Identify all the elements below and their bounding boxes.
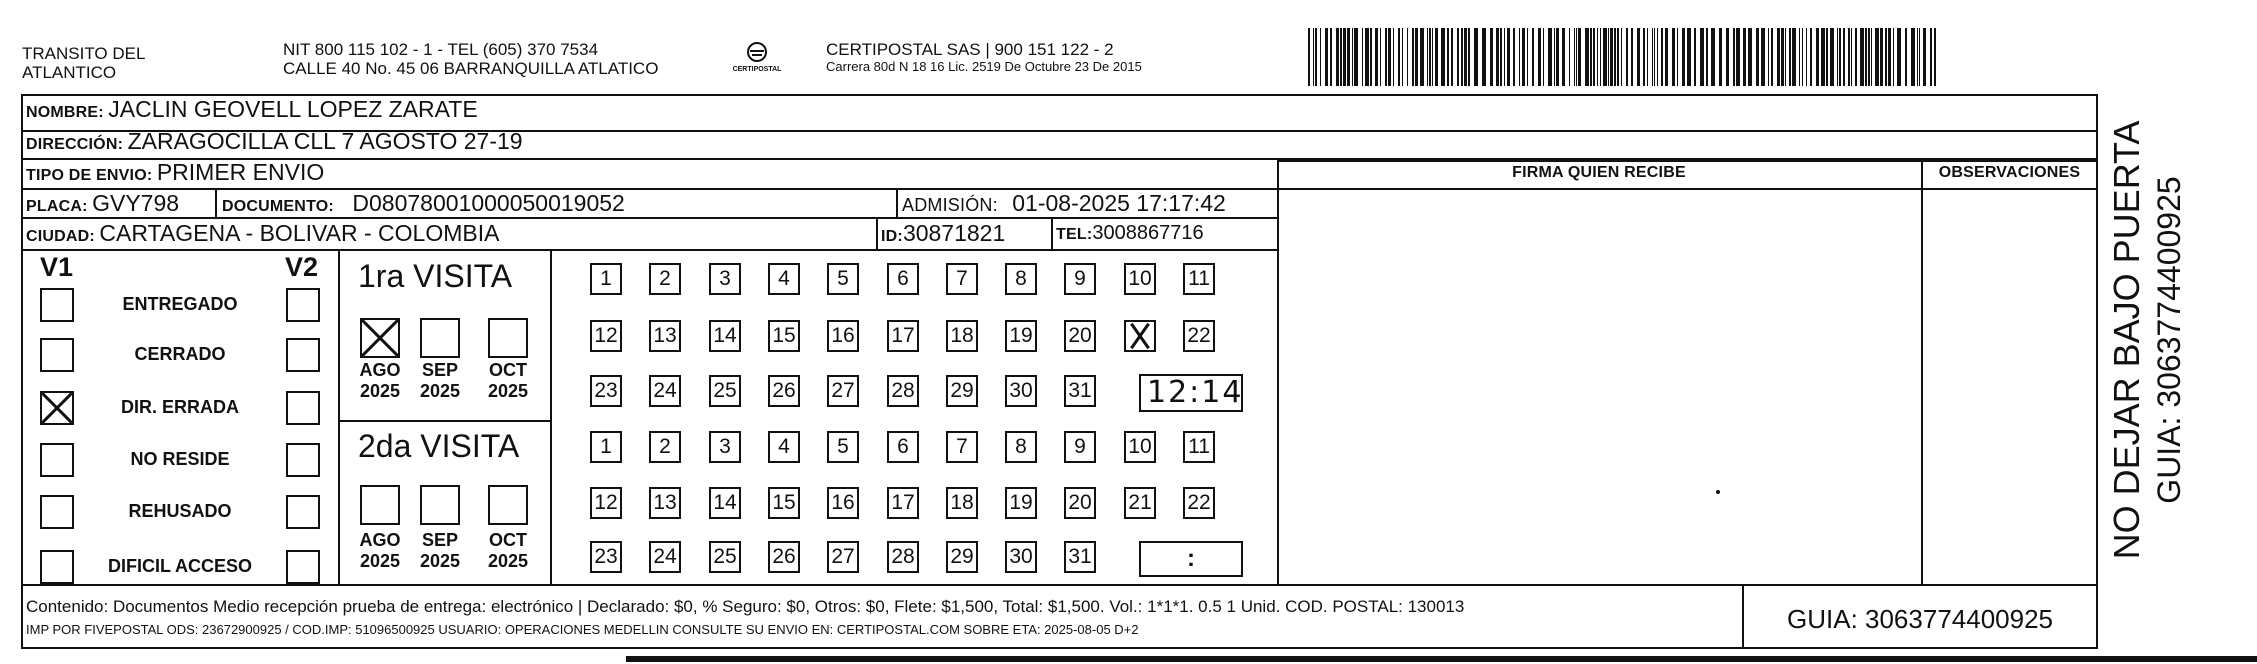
visit1-day-box[interactable]: 27: [827, 375, 859, 407]
barcode-bar: [1637, 28, 1640, 86]
visit1-day-box[interactable]: 16: [827, 320, 859, 352]
admission-value: 01-08-2025 17:17:42: [1012, 190, 1226, 216]
barcode-bar: [1415, 28, 1418, 86]
barcode-bar: [1457, 28, 1459, 86]
visit1-day-box[interactable]: 5: [827, 263, 859, 295]
visit1-month-name: AGO: [359, 360, 401, 380]
content-line: Contenido: Documentos Medio recepción prueba de entrega: electrónico | Declarado: $0, % Seguro: $0, Otros: $0, Flete: $1,500, Total: $1,500. Vol.: 1*1*1. 0.5 1 Unid. COD. POSTAL: 130013: [26, 597, 1465, 616]
barcode-bar: [1308, 28, 1310, 86]
visit1-day-box[interactable]: 31: [1064, 375, 1096, 407]
barcode-bar: [1556, 28, 1559, 86]
barcode-bar: [1597, 28, 1598, 86]
barcode-bar: [1860, 28, 1864, 86]
barcode-bar: [1771, 28, 1773, 86]
visit1-day-box[interactable]: 26: [768, 375, 800, 407]
barcode-bar: [1826, 28, 1828, 86]
carrier-info: [826, 40, 1142, 75]
visit2-day-box[interactable]: 5: [827, 431, 859, 463]
visit1-month-year: 2025: [487, 381, 529, 401]
barcode-bar: [1336, 28, 1339, 86]
recipient-name: JACLIN GEOVELL LOPEZ ZARATE: [108, 96, 478, 122]
barcode-bar: [1777, 28, 1780, 86]
barcode-bar: [1617, 28, 1619, 86]
barcode-bar: [1756, 28, 1759, 86]
visit2-day-box[interactable]: 14: [709, 487, 741, 519]
visit1-day-box[interactable]: 6: [887, 263, 919, 295]
barcode-bar: [1325, 28, 1328, 86]
barcode-bar: [1474, 28, 1478, 86]
city-row: [26, 220, 499, 247]
barcode-bar: [1578, 28, 1581, 86]
city-label: CIUDAD:: [26, 228, 95, 245]
visit2-day-box[interactable]: 26: [768, 541, 800, 573]
visit1-day-box[interactable]: 20: [1064, 320, 1096, 352]
barcode-bar: [1893, 28, 1894, 86]
barcode-bar: [1888, 28, 1891, 86]
certipostal-logo: [730, 40, 784, 84]
visit1-month-checkbox[interactable]: [360, 318, 400, 358]
barcode-bar: [1352, 28, 1353, 86]
visit1-day-box[interactable]: 24: [649, 375, 681, 407]
status-v1-checkbox[interactable]: [40, 391, 74, 425]
barcode-bar: [1661, 28, 1663, 86]
id-value: 30871821: [902, 220, 1006, 246]
barcode-bar: [1593, 28, 1595, 86]
barcode-bar: [1654, 28, 1655, 86]
visit1-day-box[interactable]: [1124, 320, 1156, 352]
v2-label: V2: [285, 252, 319, 282]
barcode-bar: [1802, 28, 1803, 86]
visit1-time-value: 12:14: [1147, 375, 1244, 410]
barcode-bar: [1562, 28, 1565, 86]
barcode-bar: [1402, 28, 1403, 86]
barcode-bar: [1590, 28, 1592, 86]
visit1-day-box[interactable]: 25: [709, 375, 741, 407]
visit2-month-name: AGO: [359, 530, 401, 550]
barcode-bar: [1868, 28, 1870, 86]
barcode-bar: [1412, 28, 1414, 86]
visit2-day-box[interactable]: 6: [887, 431, 919, 463]
barcode-bar: [1799, 28, 1800, 86]
visit1-day-box[interactable]: 8: [1005, 263, 1037, 295]
visit2-day-box[interactable]: 2: [649, 431, 681, 463]
visit2-day-box[interactable]: 25: [709, 541, 741, 573]
barcode-bar: [1441, 28, 1445, 86]
status-v1-checkbox[interactable]: [40, 550, 74, 584]
visit2-day-box[interactable]: 23: [590, 541, 622, 573]
recipient-name-label: NOMBRE:: [26, 104, 104, 121]
shipment-type: PRIMER ENVIO: [156, 159, 325, 185]
document-label: DOCUMENTO:: [222, 198, 334, 215]
visit1-time: [1139, 374, 1243, 412]
sender-name-line1: TRANSITO DEL: [22, 44, 146, 63]
visit1-day-box[interactable]: 2: [649, 263, 681, 295]
visit1-day-box[interactable]: 15: [768, 320, 800, 352]
visit2-time: [1139, 541, 1243, 577]
bottom-rule: [626, 656, 2257, 662]
id-label: ID:: [881, 228, 903, 245]
barcode-bar: [1614, 28, 1616, 86]
barcode-bar: [1897, 28, 1901, 86]
barcode-bar: [1865, 28, 1867, 86]
admission-row: [902, 190, 1226, 217]
barcode-bar: [1461, 28, 1463, 86]
barcode-bar: [1789, 28, 1791, 86]
barcode-bar: [1576, 28, 1577, 86]
visit1-day-box[interactable]: 19: [1005, 320, 1037, 352]
barcode-bar: [1677, 28, 1678, 86]
barcode-bar: [1682, 28, 1685, 86]
barcode-bar: [1343, 28, 1346, 86]
sender-info: [283, 40, 658, 78]
status-label: NO RESIDE: [130, 449, 230, 469]
city-value: CARTAGENA - BOLIVAR - COLOMBIA: [99, 220, 500, 246]
barcode-bar: [1726, 28, 1729, 86]
recipient-address: ZARAGOCILLA CLL 7 AGOSTO 27-19: [127, 128, 523, 154]
visit2-day-box[interactable]: 15: [768, 487, 800, 519]
visit1-day-box[interactable]: 13: [649, 320, 681, 352]
visit2-day-box[interactable]: 1: [590, 431, 622, 463]
barcode-bar: [1519, 28, 1520, 86]
visit1-day-box[interactable]: 12: [590, 320, 622, 352]
barcode-bar: [1743, 28, 1746, 86]
visit2-day-box[interactable]: 9: [1064, 431, 1096, 463]
barcode-bar: [1911, 28, 1915, 86]
barcode-bar: [1631, 28, 1633, 86]
visit2-month-name: SEP: [421, 530, 459, 550]
visit2-day-box[interactable]: 17: [887, 487, 919, 519]
barcode-bar: [1821, 28, 1825, 86]
visit1-month-name: SEP: [421, 360, 459, 380]
visit2-day-box[interactable]: 7: [946, 431, 978, 463]
barcode-bar: [1569, 28, 1570, 86]
barcode-bar: [1543, 28, 1544, 86]
barcode-bar: [1706, 28, 1708, 86]
visit1-month-checkbox[interactable]: [420, 318, 460, 358]
status-v1-checkbox[interactable]: [40, 288, 74, 322]
barcode-bar: [1652, 28, 1653, 86]
barcode-bar: [1761, 28, 1765, 86]
visit1-day-box[interactable]: 28: [887, 375, 919, 407]
receiver-signature-label: FIRMA QUIEN RECIBE: [1512, 164, 1686, 181]
visit2-day-box[interactable]: 27: [827, 541, 859, 573]
barcode-bar: [1538, 28, 1541, 86]
visit2-day-box[interactable]: 29: [946, 541, 978, 573]
visit2-title: 2da VISITA: [358, 428, 520, 464]
barcode-bar: [1785, 28, 1786, 86]
observations-label: OBSERVACIONES: [1938, 164, 2081, 181]
shipment-type-row: [26, 159, 324, 186]
barcode-bar: [1375, 28, 1378, 86]
footer-guide-number: GUIA: 3063774400925: [1787, 604, 2053, 634]
visit2-month-checkbox[interactable]: [488, 485, 528, 525]
status-v2-checkbox[interactable]: [286, 288, 320, 322]
visit2-day-box[interactable]: 19: [1005, 487, 1037, 519]
certipostal-logo-icon: [730, 40, 784, 84]
barcode-bar: [1665, 28, 1668, 86]
barcode-bar: [1687, 28, 1691, 86]
barcode-bar: [1432, 28, 1433, 86]
barcode-icon: [1308, 28, 1940, 86]
barcode-bar: [1407, 28, 1408, 86]
tel-label: TEL:: [1056, 226, 1093, 243]
status-v1-checkbox[interactable]: [40, 338, 74, 372]
visit2-month-checkbox[interactable]: [420, 485, 460, 525]
barcode-bar: [1603, 28, 1607, 86]
v1-label: V1: [40, 252, 74, 282]
barcode-bar: [1385, 28, 1387, 86]
barcode-bar: [1694, 28, 1696, 86]
carrier-license: Carrera 80d N 18 16 Lic. 2519 De Octubre 23 De 2015: [826, 59, 1142, 74]
visit2-day-box[interactable]: 10: [1124, 431, 1156, 463]
visit1-day-box[interactable]: 30: [1005, 375, 1037, 407]
visit1-title: 1ra VISITA: [358, 258, 513, 294]
barcode-bar: [1736, 28, 1740, 86]
visit1-month-checkbox[interactable]: [488, 318, 528, 358]
ink-dot: [1716, 490, 1720, 494]
side-notice-line2: GUIA: 3063774400925: [2151, 176, 2187, 504]
barcode-bar: [1388, 28, 1391, 86]
status-label: REHUSADO: [128, 501, 232, 521]
visit2-day-box[interactable]: 18: [946, 487, 978, 519]
barcode-bar: [1934, 28, 1936, 86]
visit2-day-box[interactable]: 28: [887, 541, 919, 573]
barcode-bar: [1711, 28, 1715, 86]
barcode-bar: [1851, 28, 1852, 86]
recipient-name-row: [26, 96, 478, 123]
visit2-day-box[interactable]: 24: [649, 541, 681, 573]
barcode-bar: [1768, 28, 1769, 86]
barcode-bar: [1700, 28, 1704, 86]
status-v2-checkbox[interactable]: [286, 443, 320, 477]
visit1-day-box[interactable]: 14: [709, 320, 741, 352]
status-v1-checkbox[interactable]: [40, 495, 74, 529]
barcode-bar: [1839, 28, 1841, 86]
barcode-bar: [1816, 28, 1819, 86]
visit2-month-checkbox[interactable]: [360, 485, 400, 525]
barcode-bar: [1370, 28, 1372, 86]
visit2-day-box[interactable]: 31: [1064, 541, 1096, 573]
barcode-bar: [1574, 28, 1575, 86]
barcode-bar: [1427, 28, 1428, 86]
barcode-bar: [1621, 28, 1622, 86]
barcode-bar: [1313, 28, 1314, 86]
barcode-bar: [1532, 28, 1534, 86]
barcode-bar: [1905, 28, 1907, 86]
barcode-bar: [1330, 28, 1332, 86]
side-notice-line1: NO DEJAR BAJO PUERTA: [2106, 120, 2147, 560]
barcode-bar: [1608, 28, 1609, 86]
barcode-bar: [1880, 28, 1883, 86]
visit2-month-year: 2025: [487, 551, 529, 571]
visit1-day-box[interactable]: 10: [1124, 263, 1156, 295]
side-notice: [2105, 110, 2215, 570]
barcode-bar: [1320, 28, 1321, 86]
barcode-bar: [1507, 28, 1510, 86]
status-label: ENTREGADO: [122, 294, 238, 314]
barcode-bar: [1354, 28, 1358, 86]
barcode-bar: [1919, 28, 1920, 86]
barcode-bar: [1490, 28, 1493, 86]
barcode-bar: [1365, 28, 1369, 86]
visit1-day-box[interactable]: 9: [1064, 263, 1096, 295]
visit1-day-box[interactable]: 3: [709, 263, 741, 295]
visit2-month-name: OCT: [489, 530, 527, 550]
barcode-bar: [1875, 28, 1879, 86]
visit2-day-box[interactable]: 30: [1005, 541, 1037, 573]
visit1-month-name: OCT: [489, 360, 527, 380]
barcode-bar: [1380, 28, 1381, 86]
barcode-bar: [1792, 28, 1796, 86]
recipient-address-label: DIRECCIÓN:: [26, 136, 124, 153]
barcode-bar: [1398, 28, 1400, 86]
barcode-bar: [1843, 28, 1845, 86]
status-v2-checkbox[interactable]: [286, 550, 320, 584]
status-v2-checkbox[interactable]: [286, 391, 320, 425]
recipient-address-row: [26, 128, 523, 155]
barcode-bar: [1647, 28, 1648, 86]
visit2-day-box[interactable]: 20: [1064, 487, 1096, 519]
status-label: DIR. ERRADA: [120, 397, 239, 417]
barcode-bar: [1315, 28, 1317, 86]
tel-value: 3008867716: [1092, 222, 1204, 244]
barcode-bar: [1362, 28, 1363, 86]
visit2-day-box[interactable]: 4: [768, 431, 800, 463]
status-v2-checkbox[interactable]: [286, 338, 320, 372]
visit2-day-box[interactable]: 22: [1183, 487, 1215, 519]
sender-name-line2: ATLANTICO: [22, 63, 117, 82]
carrier-nit: CERTIPOSTAL SAS | 900 151 122 - 2: [826, 40, 1114, 59]
barcode-bar: [1810, 28, 1812, 86]
barcode-bar: [1781, 28, 1784, 86]
barcode-bar: [1393, 28, 1394, 86]
visit1-day-box[interactable]: 11: [1183, 263, 1215, 295]
sender-name: [22, 44, 145, 82]
visit1-month-year: 2025: [359, 381, 401, 401]
barcode-bar: [1885, 28, 1887, 86]
barcode-bar: [1527, 28, 1528, 86]
plate-value: GVY798: [92, 190, 180, 216]
visit1-day-box[interactable]: 1: [590, 263, 622, 295]
barcode-bar: [1548, 28, 1552, 86]
barcode-bar: [1435, 28, 1438, 86]
barcode-bar: [1464, 28, 1467, 86]
sender-address: CALLE 40 No. 45 06 BARRANQUILLA ATLATICO: [283, 59, 659, 78]
visit2-day-box[interactable]: 11: [1183, 431, 1215, 463]
sender-nit: NIT 800 115 102 - 1 - TEL (605) 370 7534: [283, 40, 599, 59]
barcode-bar: [1610, 28, 1613, 86]
document-value: D08078001000050019052: [352, 190, 625, 216]
tel-row: [1056, 222, 1204, 245]
visit1-day-box[interactable]: 29: [946, 375, 978, 407]
visit1-month-year: 2025: [419, 381, 461, 401]
id-row: [881, 220, 1005, 247]
barcode-bar: [1806, 28, 1807, 86]
visit2-day-box[interactable]: 16: [827, 487, 859, 519]
status-v2-checkbox[interactable]: [286, 495, 320, 529]
visit1-day-box[interactable]: 17: [887, 320, 919, 352]
status-label: DIFICIL ACCESO: [107, 556, 252, 576]
barcode-bar: [1830, 28, 1834, 86]
barcode-bar: [1855, 28, 1857, 86]
barcode-bar: [1554, 28, 1555, 86]
visit2-day-box[interactable]: 8: [1005, 431, 1037, 463]
barcode-bar: [1522, 28, 1525, 86]
visit2-day-box[interactable]: 3: [709, 431, 741, 463]
barcode-bar: [1643, 28, 1645, 86]
visit2-day-box[interactable]: 13: [649, 487, 681, 519]
barcode-bar: [1504, 28, 1505, 86]
visit2-day-box[interactable]: 21: [1124, 487, 1156, 519]
barcode-bar: [1626, 28, 1628, 86]
barcode-bar: [1451, 28, 1453, 86]
visit1-day-box[interactable]: 4: [768, 263, 800, 295]
visit1-day-box[interactable]: 23: [590, 375, 622, 407]
barcode-bar: [1500, 28, 1502, 86]
barcode-bar: [1347, 28, 1350, 86]
visit1-day-box[interactable]: 18: [946, 320, 978, 352]
visit1-day-box[interactable]: 7: [946, 263, 978, 295]
document-row: [222, 190, 625, 217]
barcode-bar: [1923, 28, 1926, 86]
barcode-bar: [1600, 28, 1601, 86]
plate-label: PLACA:: [26, 198, 88, 215]
barcode-bar: [1429, 28, 1431, 86]
visit2-month-year: 2025: [419, 551, 461, 571]
logo-text: CERTIPOSTAL: [732, 66, 782, 73]
visit2-day-box[interactable]: 12: [590, 487, 622, 519]
barcode-bar: [1340, 28, 1342, 86]
barcode-bar: [1672, 28, 1675, 86]
visit2-month-year: 2025: [359, 551, 401, 571]
visit1-day-box[interactable]: 22: [1183, 320, 1215, 352]
barcode-bar: [1848, 28, 1850, 86]
status-label: CERRADO: [134, 344, 226, 364]
barcode-bar: [1496, 28, 1499, 86]
barcode-bar: [1917, 28, 1918, 86]
barcode-bar: [1585, 28, 1589, 86]
barcode-bar: [1468, 28, 1470, 86]
barcode-bar: [1420, 28, 1424, 86]
plate-row: [26, 190, 179, 217]
status-v1-checkbox[interactable]: [40, 443, 74, 477]
barcode-bar: [1871, 28, 1872, 86]
barcode-bar: [1837, 28, 1838, 86]
barcode-bar: [1930, 28, 1932, 86]
barcode-bar: [1482, 28, 1486, 86]
barcode-bar: [1513, 28, 1515, 86]
admission-label: ADMISIÓN:: [902, 195, 998, 215]
barcode-bar: [1719, 28, 1722, 86]
visit2-time-value: :: [1187, 545, 1195, 572]
shipment-type-label: TIPO DE ENVIO:: [26, 167, 153, 184]
imp-line: IMP POR FIVEPOSTAL ODS: 23672900925 / COD.IMP: 51096500925 USUARIO: OPERACIONES MEDELLIN CONSULTE SU ENVIO EN: CERTIPOSTAL.COM SOBRE ETA: 2025-08-05 D+2: [26, 622, 1139, 637]
barcode-bar: [1733, 28, 1735, 86]
barcode-bar: [1657, 28, 1658, 86]
barcode-bar: [1447, 28, 1449, 86]
barcode-bar: [1748, 28, 1752, 86]
